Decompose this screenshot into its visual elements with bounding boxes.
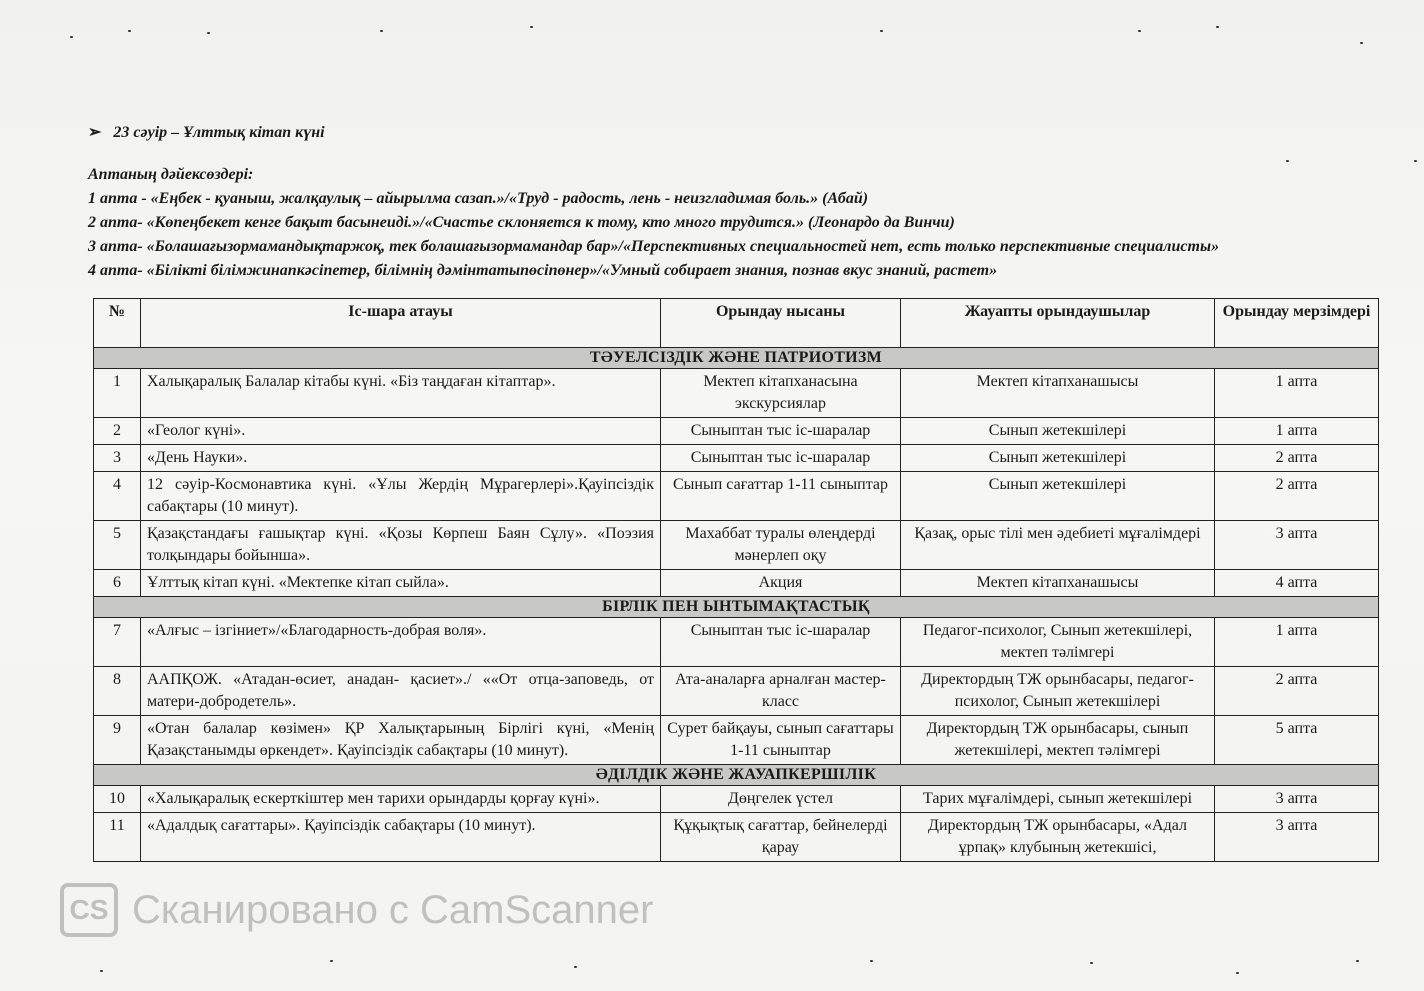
section-header-row bbox=[94, 597, 1379, 618]
cell-term: 1 апта bbox=[1215, 369, 1379, 418]
cell-number: 7 bbox=[94, 618, 141, 667]
quote-week-4: 4 апта- «Білікті білімжинапкәсіпетер, білімнің дәмінтатыпөсіпөнер»/«Умный собирает знания, познав вкус знаний, растет» bbox=[88, 262, 998, 279]
section-header-row bbox=[94, 348, 1379, 369]
scan-speck bbox=[330, 960, 333, 962]
cell-number: 9 bbox=[94, 716, 141, 765]
cell-number: 10 bbox=[94, 786, 141, 813]
col-header-form: Орындау нысаны bbox=[661, 299, 901, 348]
cell-form: Сынып сағаттар 1-11 сыныптар bbox=[661, 472, 901, 521]
section-header-row bbox=[94, 765, 1379, 786]
table-row bbox=[94, 445, 1379, 472]
cell-term: 2 апта bbox=[1215, 445, 1379, 472]
cell-responsible: Мектеп кітапханашысы bbox=[901, 570, 1215, 597]
cell-form: Сурет байқауы, сынып сағаттары 1-11 сыныптар bbox=[661, 716, 901, 765]
cell-term: 3 апта bbox=[1215, 786, 1379, 813]
scan-speck bbox=[1090, 962, 1093, 964]
cell-event-name: ААПҚОЖ. «Атадан-өсиет, анадан- қасиет»./ ««От отца-заповедь, от матери-добродетель». bbox=[141, 667, 661, 716]
section-title: ӘДІЛДІК ЖӘНЕ ЖАУАПКЕРШІЛІК bbox=[94, 765, 1379, 786]
quote-week-2: 2 апта- «Көпеңбекет кенге бақыт басынеиді.»/«Счастье склоняется к тому, кто много трудится.» (Леонардо да Винчи) bbox=[88, 214, 955, 231]
scan-speck bbox=[530, 26, 533, 28]
cell-form: Сыныптан тыс іс-шаралар bbox=[661, 445, 901, 472]
cell-event-name: «День Науки». bbox=[141, 445, 661, 472]
camscanner-logo-icon: CS bbox=[60, 883, 118, 937]
quote-week-1: 1 апта - «Еңбек - қуаныш, жалқаулық – айырылма сазап.»/«Труд - радость, лень - неизгладимая боль.» (Абай) bbox=[88, 190, 869, 207]
date-heading bbox=[88, 122, 325, 142]
scan-speck bbox=[1356, 960, 1359, 962]
cell-responsible: Педагог-психолог, Сынып жетекшілері, мектеп тәлімгері bbox=[901, 618, 1215, 667]
table-header-row bbox=[94, 299, 1379, 348]
cell-responsible: Сынып жетекшілері bbox=[901, 418, 1215, 445]
scan-speck bbox=[870, 960, 873, 962]
cell-responsible: Директордың ТЖ орынбасары, сынып жетекшілері, мектеп тәлімгері bbox=[901, 716, 1215, 765]
cell-form: Сыныптан тыс іс-шаралар bbox=[661, 418, 901, 445]
table-row bbox=[94, 716, 1379, 765]
cell-number: 4 bbox=[94, 472, 141, 521]
cell-form: Мектеп кітапханасына экскурсиялар bbox=[661, 369, 901, 418]
scan-speck bbox=[574, 966, 577, 968]
cell-term: 3 апта bbox=[1215, 813, 1379, 862]
cell-form: Сыныптан тыс іс-шаралар bbox=[661, 618, 901, 667]
table-row bbox=[94, 472, 1379, 521]
scan-speck bbox=[1360, 42, 1363, 44]
scan-speck bbox=[880, 30, 883, 32]
scan-speck bbox=[207, 32, 210, 34]
scan-speck bbox=[1236, 972, 1239, 974]
cell-term: 3 апта bbox=[1215, 521, 1379, 570]
cell-term: 1 апта bbox=[1215, 618, 1379, 667]
scan-speck bbox=[1216, 26, 1219, 28]
table-body bbox=[94, 348, 1379, 862]
cell-responsible: Сынып жетекшілері bbox=[901, 445, 1215, 472]
cell-event-name: Ұлттық кітап күні. «Мектепке кітап сыйла». bbox=[141, 570, 661, 597]
col-header-term: Орындау мерзімдері bbox=[1215, 299, 1379, 348]
cell-event-name: Халықаралық Балалар кітабы күні. «Біз таңдаған кітаптар». bbox=[141, 369, 661, 418]
cell-term: 1 апта bbox=[1215, 418, 1379, 445]
scan-speck bbox=[1138, 30, 1141, 32]
cell-event-name: «Адалдық сағаттары». Қауіпсіздік сабақтары (10 минут). bbox=[141, 813, 661, 862]
cell-form: Құқықтық сағаттар, бейнелерді қарау bbox=[661, 813, 901, 862]
cell-responsible: Мектеп кітапханашысы bbox=[901, 369, 1215, 418]
camscanner-watermark bbox=[60, 880, 653, 940]
cell-number: 11 bbox=[94, 813, 141, 862]
scan-speck bbox=[128, 30, 131, 32]
scan-speck bbox=[100, 970, 103, 972]
col-header-responsible: Жауапты орындаушылар bbox=[901, 299, 1215, 348]
cell-number: 8 bbox=[94, 667, 141, 716]
scan-speck bbox=[380, 30, 383, 32]
cell-term: 4 апта bbox=[1215, 570, 1379, 597]
quotes-title: Аптаның дәйексөздері: bbox=[88, 166, 254, 183]
cell-event-name: 12 сәуір-Космонавтика күні. «Ұлы Жердің Мұрагерлері».Қауіпсіздік сабақтары (10 минут). bbox=[141, 472, 661, 521]
cell-form: Акция bbox=[661, 570, 901, 597]
cell-event-name: «Алғыс – ізгіниет»/«Благодарность-добрая воля». bbox=[141, 618, 661, 667]
quote-week-3: 3 апта- «Болашағызормамандықтаржоқ, тек болашағызормамандар бар»/«Перспективных специальностей нет, есть только перспективные специалисты» bbox=[88, 238, 1220, 255]
cell-term: 5 апта bbox=[1215, 716, 1379, 765]
section-title: ТӘУЕЛСІЗДІК ЖӘНЕ ПАТРИОТИЗМ bbox=[94, 348, 1379, 369]
table-row bbox=[94, 667, 1379, 716]
cell-form: Махаббат туралы өлеңдерді мәнерлеп оқу bbox=[661, 521, 901, 570]
scan-speck bbox=[1414, 160, 1417, 162]
col-header-number: № bbox=[94, 299, 141, 348]
cell-responsible: Директордың ТЖ орынбасары, педагог-психолог, Сынып жетекшілері bbox=[901, 667, 1215, 716]
cell-event-name: «Халықаралық ескерткіштер мен тарихи орындарды қорғау күні». bbox=[141, 786, 661, 813]
cell-number: 2 bbox=[94, 418, 141, 445]
cell-number: 3 bbox=[94, 445, 141, 472]
table-row bbox=[94, 521, 1379, 570]
cell-number: 6 bbox=[94, 570, 141, 597]
table-row bbox=[94, 369, 1379, 418]
table-row bbox=[94, 813, 1379, 862]
cell-form: Дөңгелек үстел bbox=[661, 786, 901, 813]
cell-responsible: Сынып жетекшілері bbox=[901, 472, 1215, 521]
table-row bbox=[94, 418, 1379, 445]
events-table bbox=[93, 298, 1379, 862]
cell-event-name: «Геолог күні». bbox=[141, 418, 661, 445]
scan-speck bbox=[70, 36, 73, 38]
table-row bbox=[94, 570, 1379, 597]
cell-term: 2 апта bbox=[1215, 472, 1379, 521]
cell-event-name: Қазақстандағы ғашықтар күні. «Қозы Көрпеш Баян Сұлу». «Поэзия толқындары бойынша». bbox=[141, 521, 661, 570]
cell-event-name: «Отан балалар көзімен» ҚР Халықтарының Бірлігі күні, «Менің Қазақстанымды өркендет». Қауіпсіздік сабақтары (10 минут). bbox=[141, 716, 661, 765]
table-row bbox=[94, 786, 1379, 813]
watermark-text: Сканировано с CamScanner bbox=[132, 887, 654, 932]
cell-responsible: Тарих мұғалімдері, сынып жетекшілері bbox=[901, 786, 1215, 813]
weekly-quotes bbox=[88, 163, 1378, 283]
col-header-event-name: Іс-шара атауы bbox=[141, 299, 661, 348]
scan-speck bbox=[1286, 160, 1289, 162]
cell-form: Ата-аналарға арналған мастер-класс bbox=[661, 667, 901, 716]
cell-responsible: Қазақ, орыс тілі мен әдебиеті мұғалімдері bbox=[901, 521, 1215, 570]
cell-responsible: Директордың ТЖ орынбасары, «Адал ұрпақ» клубының жетекшісі, bbox=[901, 813, 1215, 862]
table-row bbox=[94, 618, 1379, 667]
cell-number: 5 bbox=[94, 521, 141, 570]
cell-term: 2 апта bbox=[1215, 667, 1379, 716]
section-title: БІРЛІК ПЕН ЫНТЫМАҚТАСТЫҚ bbox=[94, 597, 1379, 618]
arrow-bullet-icon: ➢ bbox=[88, 124, 102, 141]
date-heading-text: 23 сәуір – Ұлттық кітап күні bbox=[113, 124, 325, 141]
cell-number: 1 bbox=[94, 369, 141, 418]
